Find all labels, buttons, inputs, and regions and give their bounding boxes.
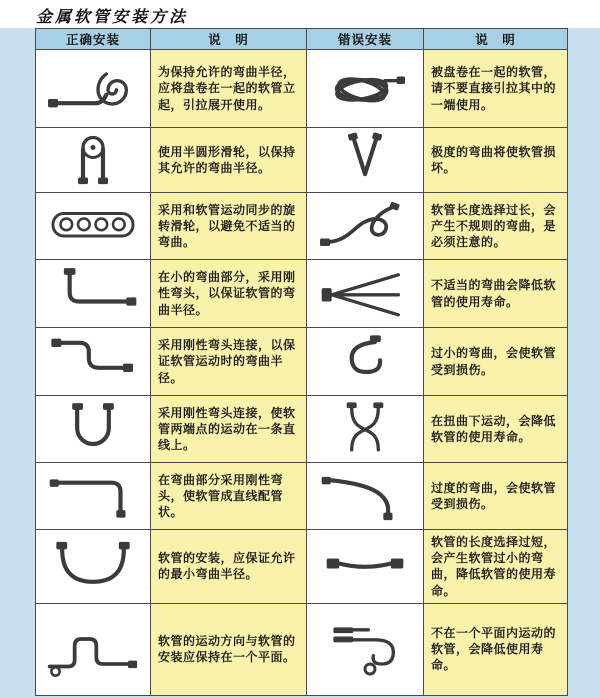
in-plane-motion-trap-hose-icon [43, 639, 143, 658]
too-short-hose-icon [315, 556, 415, 575]
coil-unrolled-upright-hose-icon [43, 78, 143, 97]
correct-description: 采用刚性弯头连接，以保证软管运动时的弯曲半径。 [151, 328, 307, 396]
table-row [36, 128, 568, 193]
wrong-illustration-cell [307, 530, 424, 604]
wrong-illustration-cell [307, 328, 424, 396]
correct-description: 软管的安装，应保证允许的最小弯曲半径。 [151, 530, 307, 604]
synchronized-rotating-pulley-track-icon [43, 216, 143, 235]
wrong-description: 极度的弯曲将使软管损坏。 [424, 128, 568, 193]
rigid-elbow-connection-hose-icon [43, 351, 143, 370]
wrong-illustration-cell [307, 396, 424, 463]
correct-illustration-cell [36, 260, 151, 328]
installation-method-table [35, 28, 568, 696]
tightly-coiled-hose-icon [315, 78, 415, 97]
correct-description: 使用半圆形滑轮，以保持其允许的弯曲半径。 [151, 128, 307, 193]
correct-illustration-cell [36, 396, 151, 463]
wrong-description: 软管的长度选择过短，会产生软管过小的弯曲，降低软管的使用寿命。 [424, 530, 568, 604]
minimum-bend-radius-u-hose-icon [43, 556, 143, 575]
header-row [36, 29, 568, 50]
correct-illustration-cell [36, 193, 151, 260]
table-row [36, 396, 568, 463]
correct-description: 在小的弯曲部分，采用刚性弯头，以保证软管的弯曲半径。 [151, 260, 307, 328]
header-wrong-install: 错误安装 [307, 29, 424, 50]
wrong-illustration-cell [307, 128, 424, 193]
table-row [36, 530, 568, 604]
correct-illustration-cell [36, 328, 151, 396]
twisted-u-hose-icon [315, 419, 415, 438]
rigid-elbow-in-small-bend-icon [43, 283, 143, 302]
wrong-illustration-cell [307, 603, 424, 695]
wrong-description: 过度的弯曲，会使软管受到损伤。 [424, 463, 568, 530]
wrong-illustration-cell [307, 193, 424, 260]
table-row [36, 463, 568, 530]
header-correct-install: 正确安装 [36, 29, 151, 50]
correct-description: 采用和软管运动同步的旋转滑轮，以避免不适当的弯曲。 [151, 193, 307, 260]
correct-illustration-cell [36, 603, 151, 695]
wrong-illustration-cell [307, 260, 424, 328]
table-row [36, 193, 568, 260]
correct-description: 采用刚性弯头连接，使软管两端点的运动在一条直线上。 [151, 396, 307, 463]
wrong-description: 软管长度选择过长，会产生不规则的弯曲，是必须注意的。 [424, 193, 568, 260]
wrong-illustration-cell [307, 463, 424, 530]
rigid-elbow-u-connection-hose-icon [43, 419, 143, 438]
out-of-plane-loop-hose-icon [315, 639, 415, 658]
correct-description: 为保持允许的弯曲半径，应将盘卷在一起的软管立起，引拉展开使用。 [151, 50, 307, 128]
table-row [36, 260, 568, 328]
wrong-description: 在扭曲下运动，会降低软管的使用寿命。 [424, 396, 568, 463]
over-bent-hose-icon [315, 486, 415, 505]
page-title: 金属软管安装方法 [36, 7, 189, 26]
wrong-description: 被盘卷在一起的软管，请不要直接引拉其中的一端使用。 [424, 50, 568, 128]
rigid-elbow-straight-pipe-hose-icon [43, 486, 143, 505]
improper-bend-fan-hose-icon [315, 283, 415, 302]
extremely-bent-hose-icon [315, 150, 415, 169]
wrong-description: 不适当的弯曲会降低软管的使用寿命。 [424, 260, 568, 328]
wrong-description: 不在一个平面内运动的软管，会降低使用寿命。 [424, 603, 568, 695]
hose-on-semicircular-pulley-icon [43, 150, 143, 169]
wrong-illustration-cell [307, 50, 424, 128]
table-row [36, 328, 568, 396]
correct-illustration-cell [36, 50, 151, 128]
table-row [36, 50, 568, 128]
wrong-description: 过小的弯曲，会使软管受到损伤。 [424, 328, 568, 396]
overlong-irregular-bend-hose-icon [315, 216, 415, 235]
correct-illustration-cell [36, 128, 151, 193]
header-wrong-note: 说 明 [424, 29, 568, 50]
correct-illustration-cell [36, 530, 151, 604]
too-small-bend-hook-hose-icon [315, 351, 415, 370]
correct-illustration-cell [36, 463, 151, 530]
header-correct-note: 说 明 [151, 29, 307, 50]
correct-description: 软管的运动方向与软管的安装应保持在一个平面。 [151, 603, 307, 695]
correct-description: 在弯曲部分采用刚性弯头，使软管成直线配管状。 [151, 463, 307, 530]
table-row [36, 603, 568, 695]
